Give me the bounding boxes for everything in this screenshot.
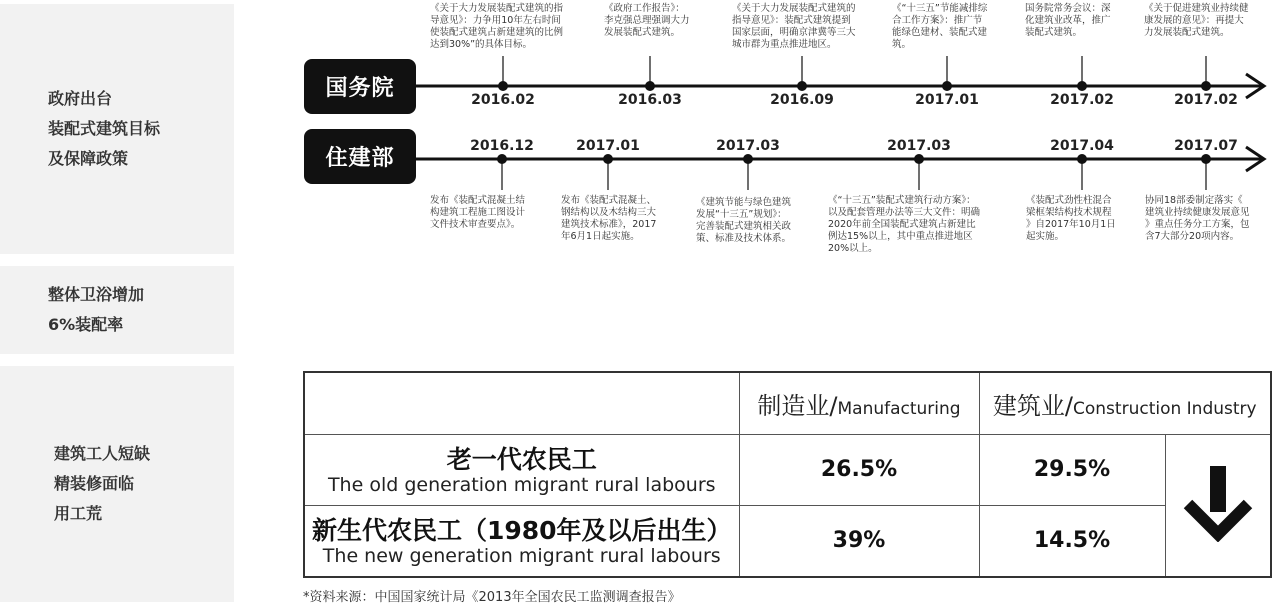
left-panel-labour (0, 366, 234, 602)
value-cell-construction: 14.5% (979, 505, 1165, 577)
panel-text: 政府出台 装配式建筑目标 及保障政策 (48, 89, 161, 168)
timeline-bottom-label: 住建部 (304, 129, 416, 184)
timeline-dot (797, 81, 807, 91)
table-header-row (304, 372, 1271, 434)
timeline-bottom-note: 《装配式劲性柱混合 梁框架结构技术规程 》自2017年10月1日 起实施。 (1026, 195, 1116, 242)
timeline-top-date: 2016.02 (471, 92, 535, 108)
table-row (304, 434, 1271, 505)
row-header-en: The old generation migrant rural labours (327, 473, 716, 496)
column-header-en: Construction Industry (1073, 398, 1257, 419)
table-corner-cell (304, 372, 739, 434)
column-header-manufacturing (739, 372, 979, 434)
timeline-dot (1077, 154, 1087, 164)
timeline-top-note: 国务院常务会议：深 化建筑业改革，推广 装配式建筑。 (1025, 3, 1111, 38)
timeline-dot (942, 81, 952, 91)
timeline-bottom-note: 《“十三五”装配式建筑行动方案》： 以及配套管理办法等三大文件：明确 2020年前全国装配式建筑占新建比 例达15%以上，其中重点推进地区 20%以上。 (828, 195, 981, 254)
timeline-top-date: 2017.02 (1174, 92, 1238, 108)
trend-cell (1165, 434, 1271, 577)
timeline-top-date: 2016.03 (618, 92, 682, 108)
timeline-dot (498, 81, 508, 91)
panel-text: 整体卫浴增加 6%装配率 (48, 285, 145, 334)
timeline-dot (1201, 154, 1211, 164)
row-header-old-generation (304, 434, 739, 505)
timeline-top-note: 《关于大力发展装配式建筑的指 导意见》：力争用10年左右时间 使装配式建筑占新建建筑的比例 达到30%”的具体目标。 (430, 3, 564, 50)
timeline-top-date: 2017.02 (1050, 92, 1114, 108)
timeline-bottom-date: 2016.12 (470, 138, 534, 154)
panel-text: 建筑工人短缺 精装修面临 用工荒 (54, 444, 151, 523)
timeline-top-note: 《政府工作报告》： 李克强总理强调大力 发展装配式建筑。 (604, 3, 690, 38)
timeline-top-note: 《关于促进建筑业持续健 康发展的意见》：再提大 力发展装配式建筑。 (1144, 3, 1249, 38)
timeline-top-label: 国务院 (304, 59, 416, 114)
source-note: *资料来源：中国国家统计局《2013年全国农民工监测调查报告》 (303, 590, 681, 605)
timeline-top-note: 《“十三五”节能减排综 合工作方案》：推广节 能绿色建材、装配式建 筑。 (892, 3, 988, 50)
row-header-cn: 新生代农民工（1980年及以后出生） (311, 515, 732, 545)
value-cell-construction: 29.5% (979, 434, 1165, 505)
timeline-bottom-date: 2017.07 (1174, 138, 1238, 154)
timeline-dot (645, 81, 655, 91)
arrow-down-icon (1182, 464, 1254, 542)
timeline-dot (1201, 81, 1211, 91)
row-header-new-generation (304, 505, 739, 577)
timeline-bottom-date: 2017.01 (576, 138, 640, 154)
timeline-dot (914, 154, 924, 164)
timeline-bottom-note: 《建筑节能与绿色建筑 发展“十三五”规划》： 完善装配式建筑相关政 策、标准及技术体系。 (696, 197, 792, 244)
timeline-bottom-note: 发布《装配式混凝土结 构建筑工程施工图设计 文件技术审查要点》。 (430, 195, 526, 230)
timeline-dot (497, 154, 507, 164)
timeline-bottom-date: 2017.03 (887, 138, 951, 154)
migrant-labour-table (303, 371, 1272, 578)
timeline-dot (603, 154, 613, 164)
timeline-dot (1077, 81, 1087, 91)
column-header-cn: 制造业/ (757, 391, 838, 420)
timeline-dot (743, 154, 753, 164)
value-cell-manufacturing: 39% (739, 505, 979, 577)
timeline-top-date: 2017.01 (915, 92, 979, 108)
column-header-en: Manufacturing (837, 398, 961, 419)
timeline-bottom-date: 2017.03 (716, 138, 780, 154)
timeline-top-note: 《关于大力发展装配式建筑的 指导意见》：装配式建筑提到 国家层面，明确京津冀等三大 城市群为重点推进地区。 (732, 3, 856, 50)
row-header-en: The new generation migrant rural labours (322, 544, 721, 567)
timeline-bottom-note: 协同18部委制定落实《 建筑业持续健康发展意见 》重点任务分工方案，包 含7大部分20项内容。 (1145, 195, 1250, 242)
table-row (304, 505, 1271, 577)
column-header-cn: 建筑业/ (992, 391, 1074, 420)
column-header-construction (979, 372, 1271, 434)
timeline-top-date: 2016.09 (770, 92, 834, 108)
row-header-cn: 老一代农民工 (446, 444, 597, 474)
timeline-bottom-note: 发布《装配式混凝土、 钢结构以及木结构三大 建筑技术标准》，2017 年6月1日起实施。 (561, 195, 657, 242)
timeline-bottom-date: 2017.04 (1050, 138, 1114, 154)
value-cell-manufacturing: 26.5% (739, 434, 979, 505)
